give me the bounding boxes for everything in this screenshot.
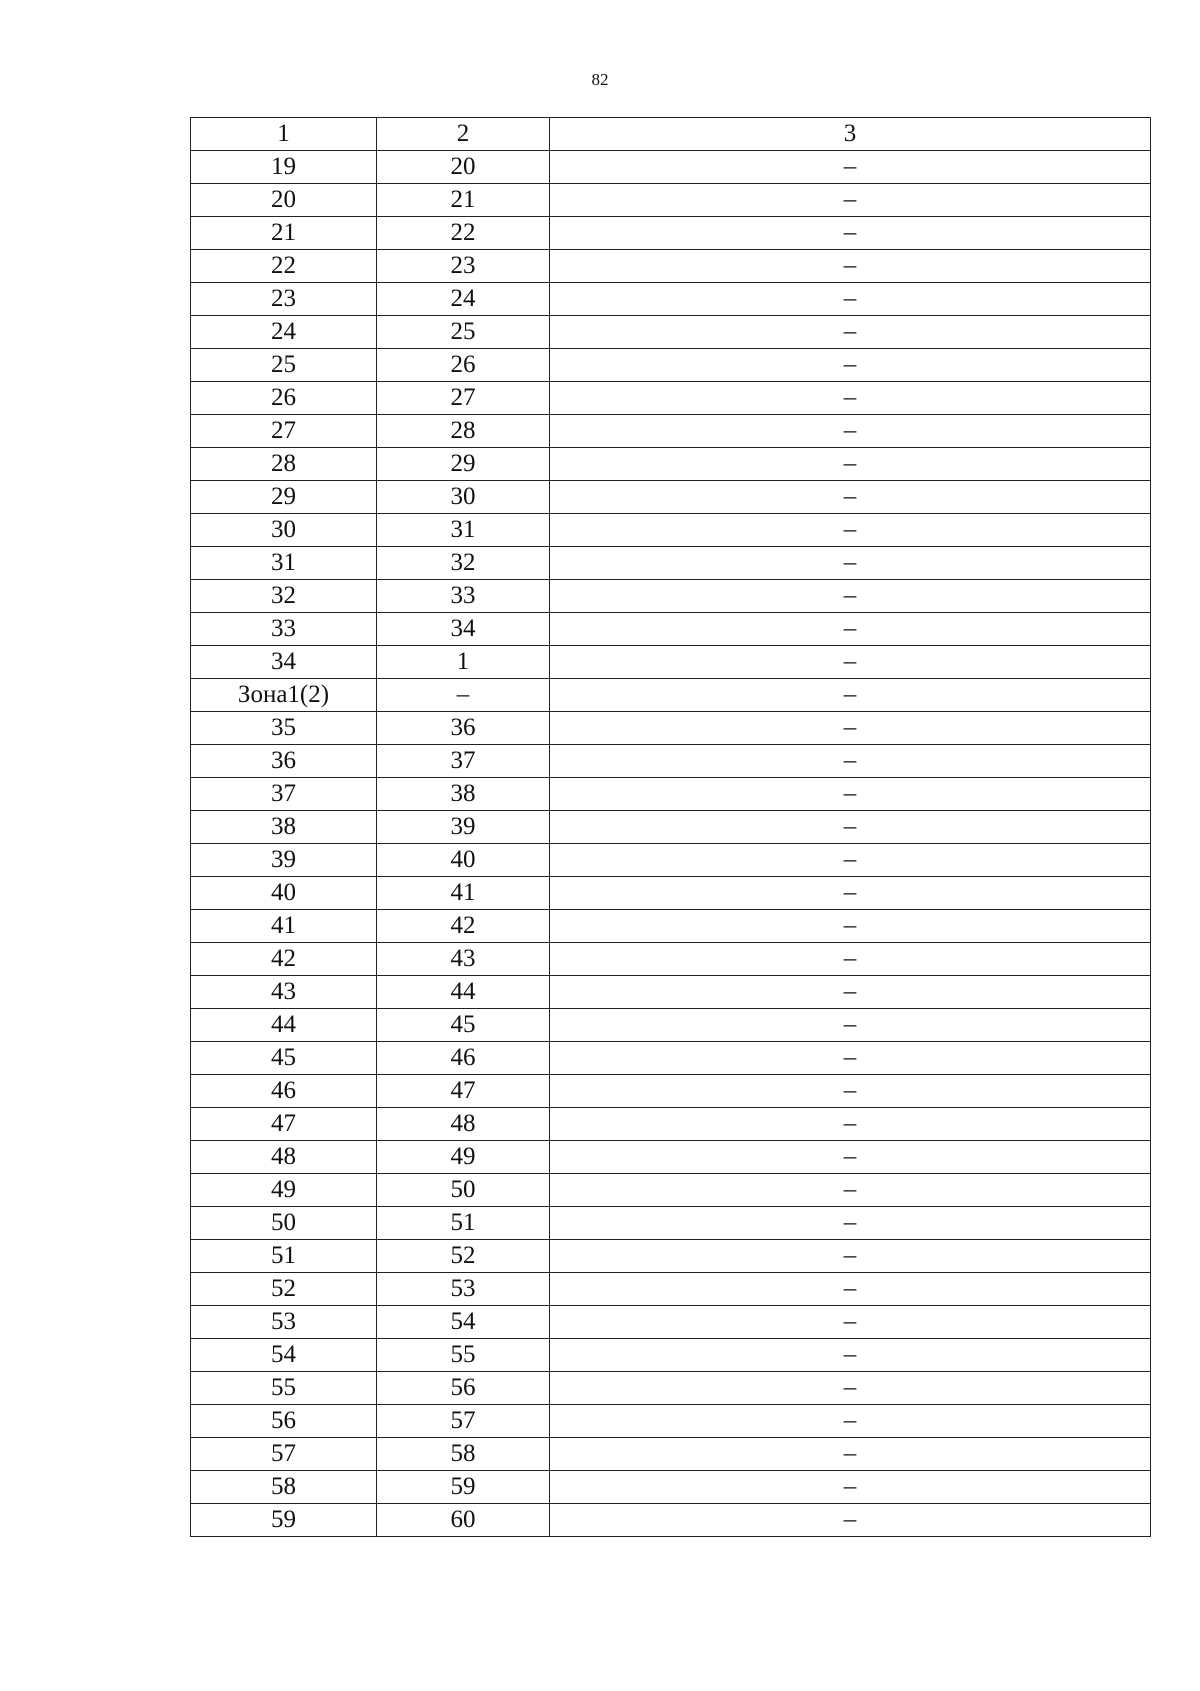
- table-cell-col-2: 41: [377, 877, 550, 910]
- table-cell-col-1: 24: [191, 316, 377, 349]
- table-row: [191, 481, 1151, 514]
- table-cell-col-3: –: [550, 778, 1151, 811]
- table-cell-col-1: 19: [191, 151, 377, 184]
- table-cell-col-1: 57: [191, 1438, 377, 1471]
- table-row: [191, 250, 1151, 283]
- column-header-2: 2: [377, 118, 550, 151]
- table-cell-col-3: –: [550, 1141, 1151, 1174]
- table-cell-col-2: 30: [377, 481, 550, 514]
- table-row: [191, 712, 1151, 745]
- table-cell-col-3: –: [550, 151, 1151, 184]
- table-cell-col-2: 23: [377, 250, 550, 283]
- table-cell-col-3: –: [550, 811, 1151, 844]
- table-cell-col-3: –: [550, 316, 1151, 349]
- table-cell-col-1: 54: [191, 1339, 377, 1372]
- table-cell-col-3: –: [550, 943, 1151, 976]
- table-cell-col-1: 29: [191, 481, 377, 514]
- table-cell-col-2: 57: [377, 1405, 550, 1438]
- table-cell-col-3: –: [550, 184, 1151, 217]
- table-row: [191, 316, 1151, 349]
- table-cell-col-3: –: [550, 1042, 1151, 1075]
- table-cell-col-2: 42: [377, 910, 550, 943]
- table-cell-col-2: 51: [377, 1207, 550, 1240]
- table-cell-col-3: –: [550, 382, 1151, 415]
- table-row: [191, 151, 1151, 184]
- table-cell-col-2: 31: [377, 514, 550, 547]
- table-row: [191, 514, 1151, 547]
- table-cell-col-1: 45: [191, 1042, 377, 1075]
- table-cell-col-2: 32: [377, 547, 550, 580]
- table-cell-col-1: 49: [191, 1174, 377, 1207]
- table-row: [191, 1504, 1151, 1537]
- table-cell-col-2: 40: [377, 844, 550, 877]
- table-cell-col-2: 48: [377, 1108, 550, 1141]
- table-cell-col-3: –: [550, 1075, 1151, 1108]
- table-cell-col-1: 56: [191, 1405, 377, 1438]
- table-cell-col-1: 31: [191, 547, 377, 580]
- table-cell-col-3: –: [550, 547, 1151, 580]
- table-cell-col-1: 55: [191, 1372, 377, 1405]
- table-row: [191, 1141, 1151, 1174]
- column-header-1: 1: [191, 118, 377, 151]
- table-header-row: [191, 118, 1151, 151]
- table-row: [191, 1075, 1151, 1108]
- table-row: [191, 1207, 1151, 1240]
- table-cell-col-2: 21: [377, 184, 550, 217]
- table-cell-col-2: 26: [377, 349, 550, 382]
- table-cell-col-3: –: [550, 1240, 1151, 1273]
- table-cell-col-2: 58: [377, 1438, 550, 1471]
- table-row: [191, 1339, 1151, 1372]
- table-cell-col-2: 38: [377, 778, 550, 811]
- table-cell-col-2: 46: [377, 1042, 550, 1075]
- page-number: 82: [591, 70, 609, 89]
- table-cell-col-2: 59: [377, 1471, 550, 1504]
- table-cell-col-2: 25: [377, 316, 550, 349]
- table-cell-col-1: 38: [191, 811, 377, 844]
- data-table: [190, 117, 1151, 1537]
- table-cell-col-3: –: [550, 448, 1151, 481]
- table-row: [191, 217, 1151, 250]
- table-row: [191, 679, 1151, 712]
- table-cell-col-3: –: [550, 283, 1151, 316]
- table-cell-col-3: –: [550, 1009, 1151, 1042]
- table-cell-col-2: 60: [377, 1504, 550, 1537]
- table-cell-col-1: 36: [191, 745, 377, 778]
- table-cell-col-1: 33: [191, 613, 377, 646]
- table-row: [191, 877, 1151, 910]
- table-row: [191, 1240, 1151, 1273]
- table-row: [191, 1471, 1151, 1504]
- table-cell-col-2: 37: [377, 745, 550, 778]
- table-cell-col-3: –: [550, 1372, 1151, 1405]
- table-cell-col-1: 21: [191, 217, 377, 250]
- table-row: [191, 547, 1151, 580]
- table-cell-col-3: –: [550, 1108, 1151, 1141]
- table-cell-col-3: –: [550, 877, 1151, 910]
- table-cell-col-1: 37: [191, 778, 377, 811]
- table-row: [191, 448, 1151, 481]
- table-cell-col-3: –: [550, 613, 1151, 646]
- table-cell-col-2: 56: [377, 1372, 550, 1405]
- table-cell-col-2: 28: [377, 415, 550, 448]
- table-cell-col-2: 24: [377, 283, 550, 316]
- table-cell-col-3: –: [550, 712, 1151, 745]
- table-body: [191, 118, 1151, 1537]
- table-row: [191, 811, 1151, 844]
- table-cell-col-2: 34: [377, 613, 550, 646]
- table-cell-col-3: –: [550, 481, 1151, 514]
- table-cell-col-2: 20: [377, 151, 550, 184]
- table-cell-col-1: 25: [191, 349, 377, 382]
- table-cell-col-3: –: [550, 250, 1151, 283]
- table-cell-col-3: –: [550, 514, 1151, 547]
- table-row: [191, 1042, 1151, 1075]
- table-cell-col-1: 58: [191, 1471, 377, 1504]
- table-cell-col-2: 22: [377, 217, 550, 250]
- table-cell-col-1: 28: [191, 448, 377, 481]
- table-cell-col-2: 36: [377, 712, 550, 745]
- table-row: [191, 382, 1151, 415]
- table-row: [191, 844, 1151, 877]
- table-row: [191, 1174, 1151, 1207]
- table-cell-col-2: 43: [377, 943, 550, 976]
- table-cell-col-1: 42: [191, 943, 377, 976]
- table-cell-col-2: 54: [377, 1306, 550, 1339]
- table-cell-col-3: –: [550, 1471, 1151, 1504]
- table-cell-col-1: 41: [191, 910, 377, 943]
- table-row: [191, 613, 1151, 646]
- table-cell-col-1: 50: [191, 1207, 377, 1240]
- table-cell-col-1: 35: [191, 712, 377, 745]
- table-cell-col-1: 48: [191, 1141, 377, 1174]
- table-cell-col-3: –: [550, 646, 1151, 679]
- table-cell-col-1: 53: [191, 1306, 377, 1339]
- table-cell-col-3: –: [550, 1504, 1151, 1537]
- table-row: [191, 646, 1151, 679]
- table-cell-col-3: –: [550, 415, 1151, 448]
- table-cell-col-1: 22: [191, 250, 377, 283]
- table-row: [191, 943, 1151, 976]
- table-row: [191, 1438, 1151, 1471]
- table-cell-col-3: –: [550, 844, 1151, 877]
- table-cell-col-1: 32: [191, 580, 377, 613]
- table-cell-col-2: 39: [377, 811, 550, 844]
- table-cell-col-2: 44: [377, 976, 550, 1009]
- table-cell-col-1: 46: [191, 1075, 377, 1108]
- table-cell-col-2: 27: [377, 382, 550, 415]
- table-row: [191, 415, 1151, 448]
- table-cell-col-3: –: [550, 580, 1151, 613]
- table-row: [191, 1405, 1151, 1438]
- table-cell-col-2: 29: [377, 448, 550, 481]
- table-cell-col-3: –: [550, 1339, 1151, 1372]
- table-row: [191, 184, 1151, 217]
- table-cell-col-1: 26: [191, 382, 377, 415]
- table-row: [191, 976, 1151, 1009]
- table-cell-col-3: –: [550, 976, 1151, 1009]
- table-cell-col-2: 47: [377, 1075, 550, 1108]
- table-cell-col-2: 53: [377, 1273, 550, 1306]
- table-cell-col-1: 20: [191, 184, 377, 217]
- table-row: [191, 745, 1151, 778]
- table-row: [191, 1108, 1151, 1141]
- table-row: [191, 283, 1151, 316]
- table-cell-col-3: –: [550, 745, 1151, 778]
- table-row: [191, 349, 1151, 382]
- table-row: [191, 1306, 1151, 1339]
- table-row: [191, 1273, 1151, 1306]
- table-cell-col-3: –: [550, 1174, 1151, 1207]
- table-cell-col-3: –: [550, 1207, 1151, 1240]
- table-cell-col-3: –: [550, 679, 1151, 712]
- table-cell-col-1: Зона1(2): [191, 679, 377, 712]
- column-header-3: 3: [550, 118, 1151, 151]
- table-cell-col-2: 52: [377, 1240, 550, 1273]
- table-row: [191, 778, 1151, 811]
- table-cell-col-3: –: [550, 217, 1151, 250]
- table-cell-col-1: 34: [191, 646, 377, 679]
- data-table-container: [190, 117, 1150, 1537]
- table-cell-col-1: 23: [191, 283, 377, 316]
- table-cell-col-1: 51: [191, 1240, 377, 1273]
- table-cell-col-1: 44: [191, 1009, 377, 1042]
- table-cell-col-2: 45: [377, 1009, 550, 1042]
- table-cell-col-2: –: [377, 679, 550, 712]
- table-cell-col-1: 30: [191, 514, 377, 547]
- table-row: [191, 910, 1151, 943]
- table-cell-col-3: –: [550, 1306, 1151, 1339]
- table-cell-col-1: 40: [191, 877, 377, 910]
- table-cell-col-1: 27: [191, 415, 377, 448]
- table-cell-col-3: –: [550, 1405, 1151, 1438]
- table-cell-col-1: 43: [191, 976, 377, 1009]
- table-cell-col-3: –: [550, 1438, 1151, 1471]
- table-row: [191, 580, 1151, 613]
- table-cell-col-2: 55: [377, 1339, 550, 1372]
- table-cell-col-1: 52: [191, 1273, 377, 1306]
- table-cell-col-3: –: [550, 1273, 1151, 1306]
- table-cell-col-2: 49: [377, 1141, 550, 1174]
- table-cell-col-1: 59: [191, 1504, 377, 1537]
- table-cell-col-2: 1: [377, 646, 550, 679]
- table-cell-col-3: –: [550, 349, 1151, 382]
- table-cell-col-3: –: [550, 910, 1151, 943]
- table-row: [191, 1372, 1151, 1405]
- table-cell-col-2: 33: [377, 580, 550, 613]
- table-row: [191, 1009, 1151, 1042]
- table-cell-col-1: 39: [191, 844, 377, 877]
- table-cell-col-2: 50: [377, 1174, 550, 1207]
- table-cell-col-1: 47: [191, 1108, 377, 1141]
